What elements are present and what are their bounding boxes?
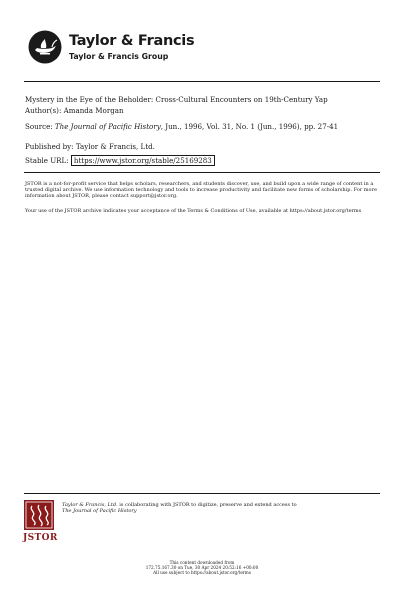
footer-line-2: 172.75.167.30 on Tue, 30 Apr 2024 20:52:16 +00:00: [145, 565, 259, 571]
bottom-divider: [24, 493, 380, 494]
jstor-notice: JSTOR is a not-for-profit service that helps scholars, researchers, and students discover, use, and build upon a wide range of content in a trusted digital archive. We use information technology and tools to increase productivity and facilitate new forms of scholarship. For more information about JSTOR, please contact support@jstor.org.: [25, 181, 377, 200]
publisher-name: Taylor & Francis: [69, 33, 195, 49]
publisher-line: [25, 142, 377, 151]
article-title: Mystery in the Eye of the Beholder: Cross-Cultural Encounters on 19th-Century Yap: [25, 95, 328, 104]
publisher-text: Taylor & Francis, Ltd.: [75, 142, 155, 151]
stable-url-label: Stable URL:: [25, 156, 69, 165]
footer-line-3: All use subject to https://about.jstor.org/terms: [153, 570, 251, 576]
author-label: Author(s):: [25, 106, 62, 115]
top-divider: [24, 81, 380, 82]
jstor-logo-icon: [24, 500, 54, 530]
publisher-group: Taylor & Francis Group: [69, 52, 169, 61]
publisher-logo: [28, 30, 228, 70]
source-line: [25, 122, 377, 131]
author-line: [25, 106, 377, 115]
footer-line-1: This content downloaded from: [169, 560, 235, 565]
download-footer: [102, 560, 302, 576]
author-name: Amanda Morgan: [63, 106, 124, 115]
middle-divider: [24, 172, 380, 173]
collab-text: is collaborating with JSTOR to digitize, preserve and extend access to: [117, 502, 297, 508]
collab-publisher: Taylor & Francis, Ltd.: [62, 502, 118, 508]
stable-url-link[interactable]: https://www.jstor.org/stable/25169283: [71, 155, 215, 166]
stable-url-line: [25, 155, 377, 166]
collab-journal: The Journal of Pacific History: [62, 508, 137, 515]
source-journal: The Journal of Pacific History: [54, 122, 161, 131]
collaboration-statement: [62, 502, 362, 514]
jstor-wordmark: JSTOR: [23, 533, 58, 543]
source-details: , Jun., 1996, Vol. 31, No. 1 (Jun., 1996), pp. 27-41: [160, 122, 339, 131]
source-label: Source:: [25, 122, 53, 131]
published-label: Published by:: [25, 142, 74, 151]
oil-lamp-icon: [28, 30, 62, 64]
terms-notice: Your use of the JSTOR archive indicates your acceptance of the Terms & Conditions of Use, available at https://about.jstor.org/terms: [25, 208, 362, 214]
